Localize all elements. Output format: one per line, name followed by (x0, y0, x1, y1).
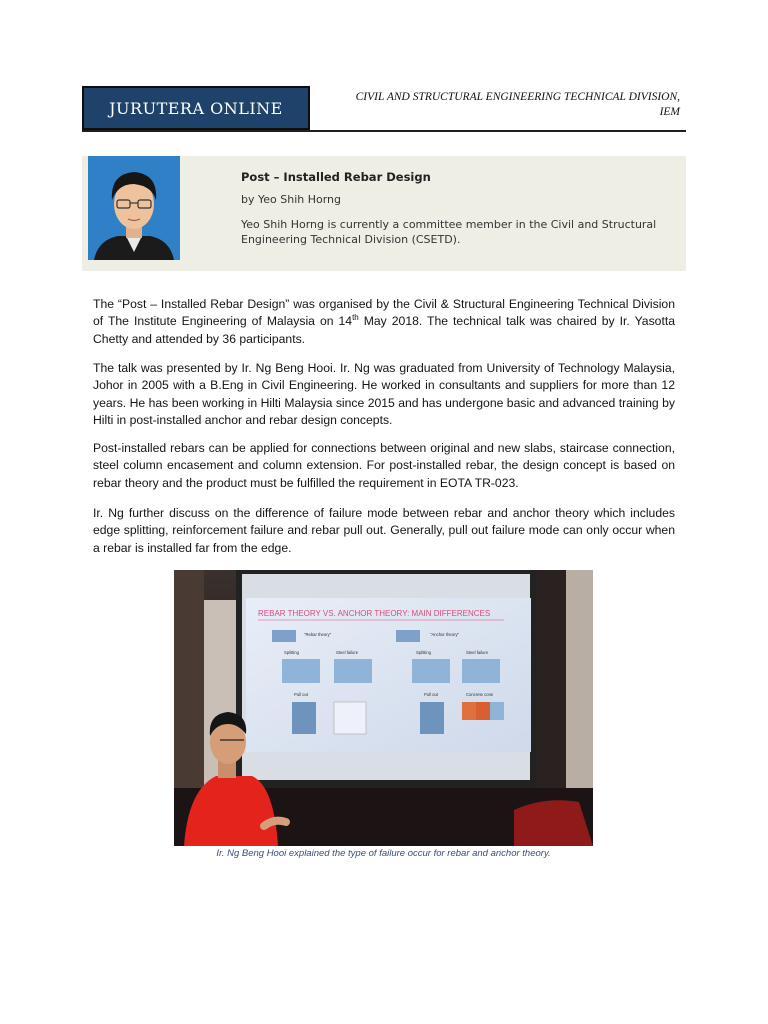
division-line-2: IEM (659, 106, 680, 118)
paragraph-4: Ir. Ng further discuss on the difference of failure mode between rebar and anchor theory which includes edge splitting, reinforcement failure and rebar pull out. Generally, pull out failure mode can only occur when a rebar is installed far from the edge. (93, 506, 675, 555)
article-title: Post – Installed Rebar Design (241, 170, 431, 184)
brand-box (82, 86, 310, 130)
division-title (332, 90, 680, 120)
slide-title: REBAR THEORY VS. ANCHOR THEORY: MAIN DIFFERENCES (258, 609, 491, 618)
photo-caption: Ir. Ng Beng Hooi explained the type of failure occur for rebar and anchor theory. (216, 848, 551, 859)
paragraph-1-part-b: May 2018. The technical talk was chaired by Ir. Yasotta Chetty and attended by 36 participants. (93, 314, 676, 346)
brand-title: JURUTERA ONLINE (109, 98, 283, 118)
paragraph-3: Post-installed rebars can be applied for connections between original and new slabs, staircase connection, steel column encasement and column extension. For post-installed rebar, the design concept is based on rebar theory and the product must be fulfilled the requirement in EOTA TR-023. (93, 441, 675, 490)
presentation-photo (174, 570, 593, 846)
slide-left-pull-out: Pull out (294, 692, 308, 697)
slide-right-splitting: Splitting (416, 650, 431, 655)
ordinal-suffix: th (352, 313, 359, 323)
author-box (82, 156, 686, 271)
slide-right-pull-out: Pull out (424, 692, 438, 697)
header-rule (82, 130, 686, 132)
author-bio: Yeo Shih Horng is currently a committee member in the Civil and Structural Engineering Technical Division (CSETD). (241, 218, 657, 246)
author-portrait (88, 156, 180, 260)
slide-right-concrete-cone: Concrete cone (466, 692, 494, 697)
slide-right-heading: "Anchor theory" (430, 632, 460, 637)
paragraph-1-part-a: The “Post – Installed Rebar Design” was organised by the Civil & Structural Engineering Technical Division of The Institute Engineering of Malaysia on 14 (93, 297, 675, 329)
slide-right-steel-failure: Steel failure (466, 650, 489, 655)
paragraph-1 (93, 296, 675, 348)
masthead (82, 86, 686, 132)
paragraph-2: The talk was presented by Ir. Ng Beng Hooi. Ir. Ng was graduated from University of Technology Malaysia, Johor in 2005 with a B.Eng in Civil Engineering. He worked in consultants and suppliers for more than 12 years. He has been working in Hilti Malaysia since 2015 and has undergone basic and advanced training by Hilti in post-installed anchor and rebar design concepts. (93, 361, 675, 427)
author-byline: by Yeo Shih Horng (241, 193, 342, 206)
slide-left-splitting: Splitting (284, 650, 299, 655)
slide-left-steel-failure: Steel failure (336, 650, 359, 655)
slide-left-heading: "Rebar theory" (304, 632, 332, 637)
division-line-1: CIVIL AND STRUCTURAL ENGINEERING TECHNICAL DIVISION, (355, 91, 680, 103)
